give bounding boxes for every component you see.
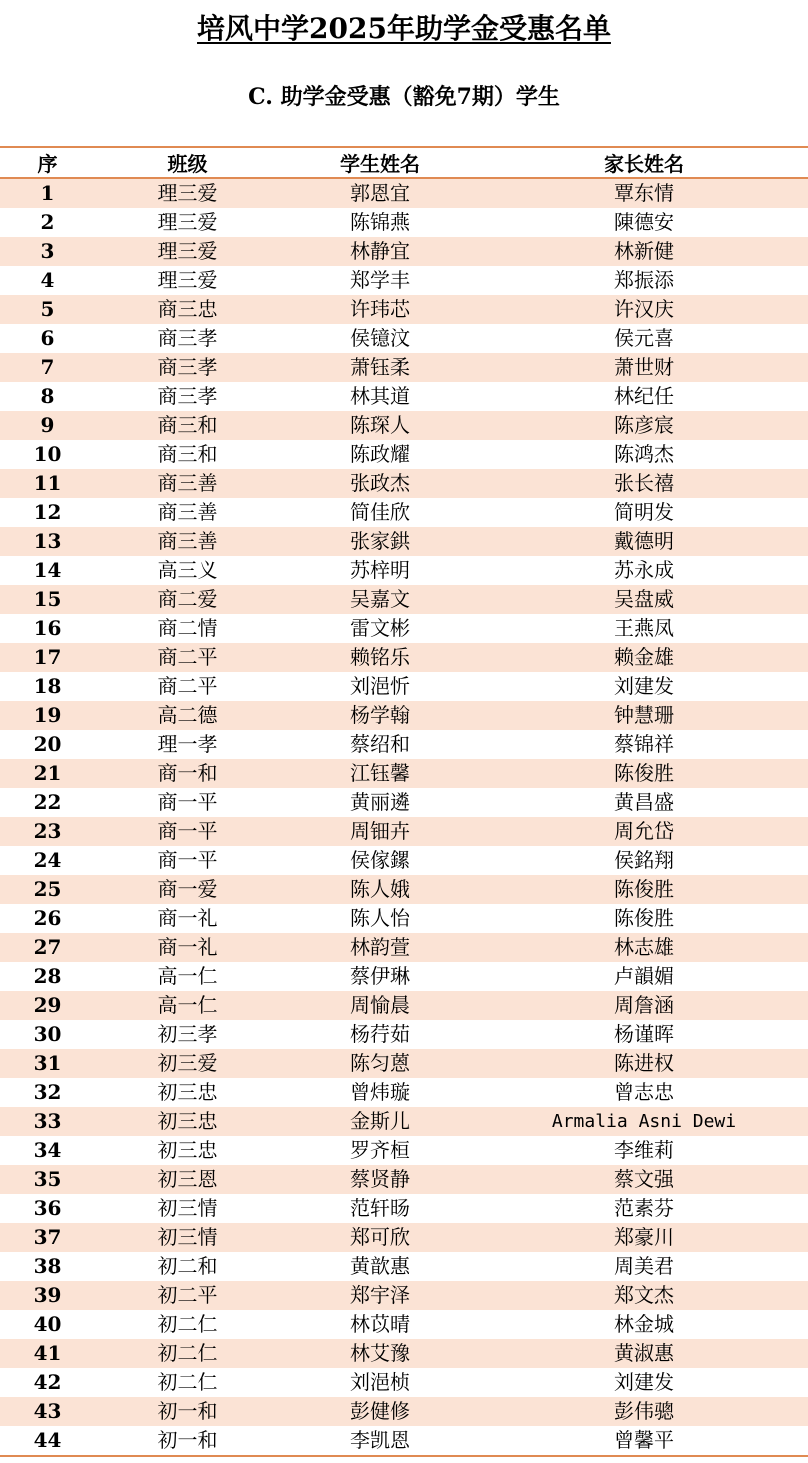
- row-parent-name: 陳德安: [614, 210, 674, 234]
- row-index: 15: [33, 587, 62, 611]
- row-parent-name: 林金城: [614, 1312, 674, 1336]
- row-class: 商三忠: [157, 297, 218, 321]
- row-student-name: 林其道: [350, 384, 410, 408]
- row-index: 30: [33, 1022, 62, 1046]
- row-class: 初三恩: [157, 1167, 218, 1191]
- row-student-name: 陈匀蒽: [350, 1051, 410, 1075]
- table-row: [0, 991, 808, 1020]
- table-row: [0, 1020, 808, 1049]
- row-parent-name: 杨谨晖: [614, 1022, 674, 1046]
- row-index: 5: [40, 297, 55, 321]
- table-row: [0, 527, 808, 556]
- row-class: 商一平: [157, 790, 218, 814]
- row-index: 27: [33, 935, 62, 959]
- header-parent-name: 家长姓名: [480, 147, 808, 178]
- row-class: 初三忠: [157, 1109, 218, 1133]
- row-student-name: 蔡贤静: [350, 1167, 410, 1191]
- row-index: 11: [33, 471, 62, 495]
- row-parent-name: 萧世财: [614, 355, 674, 379]
- table-row: [0, 498, 808, 527]
- row-class: 初三情: [157, 1225, 218, 1249]
- row-student-name: 张家鉷: [350, 529, 410, 553]
- row-index: 33: [33, 1109, 62, 1133]
- row-parent-name: 黄淑惠: [614, 1341, 674, 1365]
- header-class: 班级: [95, 147, 280, 178]
- row-class: 商三孝: [157, 355, 218, 379]
- row-index: 41: [33, 1341, 62, 1365]
- table-row: [0, 382, 808, 411]
- table-body: [0, 178, 808, 1456]
- row-parent-name: 陈俊胜: [614, 906, 674, 930]
- row-parent-name: 郑振添: [614, 268, 674, 292]
- table-row: [0, 904, 808, 933]
- table-row: [0, 643, 808, 672]
- row-class: 商三和: [157, 413, 218, 437]
- table-row: [0, 1397, 808, 1426]
- row-index: 20: [33, 732, 62, 756]
- row-class: 初二仁: [157, 1312, 218, 1336]
- row-index: 18: [33, 674, 62, 698]
- row-student-name: 李凯恩: [280, 1426, 480, 1456]
- row-parent-name: 李维莉: [614, 1138, 674, 1162]
- row-index: 32: [33, 1080, 62, 1104]
- row-parent-name: 周允岱: [614, 819, 674, 843]
- table-row: [0, 1194, 808, 1223]
- row-class: 初二和: [157, 1254, 218, 1278]
- header-row: [0, 147, 808, 178]
- row-class: 商一和: [157, 761, 218, 785]
- row-parent-name: 刘建发: [614, 674, 674, 698]
- row-student-name: 陈政耀: [350, 442, 410, 466]
- row-student-name: 陈人娥: [350, 877, 410, 901]
- row-student-name: 黄丽遴: [350, 790, 410, 814]
- row-class: 初三忠: [157, 1080, 218, 1104]
- table-row: [0, 1426, 808, 1456]
- row-student-name: 郑学丰: [350, 268, 410, 292]
- table-row: [0, 324, 808, 353]
- row-student-name: 江钰馨: [350, 761, 410, 785]
- row-parent-name: 张长禧: [614, 471, 674, 495]
- row-index: 39: [33, 1283, 62, 1307]
- row-student-name: 蔡伊琳: [350, 964, 410, 988]
- row-class: 初二平: [157, 1283, 218, 1307]
- table-row: [0, 1281, 808, 1310]
- row-parent-name: 范素芬: [614, 1196, 674, 1220]
- row-parent-name: 陈进权: [614, 1051, 674, 1075]
- row-student-name: 萧钰柔: [350, 355, 410, 379]
- table-row: [0, 614, 808, 643]
- row-index: 19: [33, 703, 62, 727]
- row-index: 7: [40, 355, 55, 379]
- row-student-name: 罗齐桓: [350, 1138, 410, 1162]
- row-student-name: 曾炜璇: [350, 1080, 410, 1104]
- row-index: 35: [33, 1167, 62, 1191]
- page-title: [0, 10, 808, 48]
- table-row: [0, 1223, 808, 1252]
- row-parent-name: Armalia Asni Dewi: [551, 1111, 737, 1132]
- row-student-name: 陈锦燕: [350, 210, 410, 234]
- header-student-name: 学生姓名: [280, 147, 480, 178]
- row-class: 高三义: [157, 558, 218, 582]
- row-index: 1: [40, 181, 55, 205]
- row-class: 商一平: [157, 848, 218, 872]
- row-parent-name: 许汉庆: [614, 297, 674, 321]
- row-parent-name: 陈彦宸: [614, 413, 674, 437]
- row-parent-name: 王燕凤: [614, 616, 674, 640]
- row-student-name: 陈人怡: [350, 906, 410, 930]
- row-index: 8: [40, 384, 55, 408]
- row-parent-name: 陈俊胜: [614, 877, 674, 901]
- row-class: 商三善: [157, 500, 218, 524]
- row-index: 12: [33, 500, 62, 524]
- row-class: 理一孝: [157, 732, 218, 756]
- row-student-name: 郑可欣: [350, 1225, 410, 1249]
- row-student-name: 林艾豫: [350, 1341, 410, 1365]
- row-student-name: 侯傢鏍: [350, 848, 410, 872]
- row-index: 31: [33, 1051, 62, 1075]
- row-index: 44: [0, 1426, 95, 1456]
- table-row: [0, 1136, 808, 1165]
- row-class: 商三孝: [157, 326, 218, 350]
- row-parent-name: 覃东情: [614, 181, 674, 205]
- row-index: 43: [33, 1399, 62, 1423]
- row-student-name: 陈琛人: [350, 413, 410, 437]
- row-student-name: 林静宜: [350, 239, 410, 263]
- row-parent-name: 蔡文强: [614, 1167, 674, 1191]
- header-index: 序: [0, 147, 95, 178]
- row-student-name: 郭恩宜: [350, 181, 410, 205]
- row-class: 初三忠: [157, 1138, 218, 1162]
- row-parent-name: 苏永成: [614, 558, 674, 582]
- row-class: 商三和: [157, 442, 218, 466]
- row-parent-name: 陈俊胜: [614, 761, 674, 785]
- row-index: 17: [33, 645, 62, 669]
- row-student-name: 林韵萱: [350, 935, 410, 959]
- recipients-table: [0, 146, 808, 1457]
- row-student-name: 郑宇泽: [350, 1283, 410, 1307]
- table-row: [0, 1049, 808, 1078]
- row-index: 22: [33, 790, 62, 814]
- table-row: [0, 440, 808, 469]
- table-row: [0, 1165, 808, 1194]
- row-class: 初三情: [157, 1196, 218, 1220]
- row-parent-name: 郑文杰: [614, 1283, 674, 1307]
- table-row: [0, 933, 808, 962]
- table-row: [0, 353, 808, 382]
- row-index: 40: [33, 1312, 62, 1336]
- row-class: 商一爱: [157, 877, 218, 901]
- row-parent-name: 林纪任: [614, 384, 674, 408]
- row-index: 13: [33, 529, 62, 553]
- row-student-name: 吴嘉文: [350, 587, 410, 611]
- row-index: 42: [33, 1370, 62, 1394]
- row-parent-name: 黄昌盛: [614, 790, 674, 814]
- table-row: [0, 788, 808, 817]
- row-index: 24: [33, 848, 62, 872]
- row-class: 商二平: [157, 645, 218, 669]
- row-index: 29: [33, 993, 62, 1017]
- row-class: 高二德: [157, 703, 218, 727]
- row-student-name: 赖铭乐: [350, 645, 410, 669]
- row-student-name: 刘浥忻: [350, 674, 410, 698]
- row-class: 初二仁: [157, 1370, 218, 1394]
- row-class: 商一礼: [157, 935, 218, 959]
- row-class: 初一和: [157, 1399, 218, 1423]
- row-index: 6: [40, 326, 55, 350]
- table-row: [0, 411, 808, 440]
- row-index: 4: [40, 268, 55, 292]
- row-parent-name: 林志雄: [614, 935, 674, 959]
- row-index: 9: [40, 413, 55, 437]
- row-parent-name: 侯銘翔: [614, 848, 674, 872]
- table-row: [0, 1368, 808, 1397]
- table-row: [0, 672, 808, 701]
- row-parent-name: 戴德明: [614, 529, 674, 553]
- table-row: [0, 208, 808, 237]
- table-row: [0, 846, 808, 875]
- row-index: 2: [40, 210, 55, 234]
- table-row: [0, 237, 808, 266]
- row-class: 初三孝: [157, 1022, 218, 1046]
- row-class: 商二爱: [157, 587, 218, 611]
- row-parent-name: 陈鸿杰: [614, 442, 674, 466]
- row-parent-name: 蔡锦祥: [614, 732, 674, 756]
- table-row: [0, 178, 808, 208]
- table-row: [0, 1310, 808, 1339]
- row-student-name: 林苡晴: [350, 1312, 410, 1336]
- row-student-name: 周愉晨: [350, 993, 410, 1017]
- row-parent-name: 赖金雄: [614, 645, 674, 669]
- table-header: [0, 147, 808, 178]
- row-parent-name: 简明发: [614, 500, 674, 524]
- table-row: [0, 1339, 808, 1368]
- row-index: 21: [33, 761, 62, 785]
- page-title-text: 培风中学2025年助学金受惠名单: [197, 12, 611, 45]
- row-parent-name: 曾志忠: [614, 1080, 674, 1104]
- table-row: [0, 1107, 808, 1136]
- table-row: [0, 266, 808, 295]
- row-parent-name: 钟慧珊: [614, 703, 674, 727]
- row-class: 高一仁: [157, 993, 218, 1017]
- row-class: 商三孝: [157, 384, 218, 408]
- row-index: 16: [33, 616, 62, 640]
- row-index: 28: [33, 964, 62, 988]
- row-class: 商三善: [157, 529, 218, 553]
- row-student-name: 杨荇茹: [350, 1022, 410, 1046]
- row-student-name: 杨学翰: [350, 703, 410, 727]
- row-class: 理三爱: [157, 181, 218, 205]
- row-parent-name: 郑豪川: [614, 1225, 674, 1249]
- table-row: [0, 730, 808, 759]
- table-row: [0, 585, 808, 614]
- table-row: [0, 962, 808, 991]
- row-class: 商二情: [157, 616, 218, 640]
- row-student-name: 许玮芯: [350, 297, 410, 321]
- row-class: 商一平: [157, 819, 218, 843]
- row-index: 25: [33, 877, 62, 901]
- row-index: 10: [33, 442, 62, 466]
- row-student-name: 彭健修: [350, 1399, 410, 1423]
- table-row: [0, 295, 808, 324]
- row-class: 初一和: [95, 1426, 280, 1456]
- table-row: [0, 759, 808, 788]
- row-student-name: 黄歆惠: [350, 1254, 410, 1278]
- row-student-name: 刘浥桢: [350, 1370, 410, 1394]
- row-index: 38: [33, 1254, 62, 1278]
- row-parent-name: 侯元喜: [614, 326, 674, 350]
- row-parent-name: 卢韻媚: [614, 964, 674, 988]
- row-student-name: 简佳欣: [350, 500, 410, 524]
- row-class: 理三爱: [157, 210, 218, 234]
- table-row: [0, 469, 808, 498]
- row-class: 理三爱: [157, 268, 218, 292]
- row-index: 3: [40, 239, 55, 263]
- row-parent-name: 周詹涵: [614, 993, 674, 1017]
- table-row: [0, 1252, 808, 1281]
- row-index: 23: [33, 819, 62, 843]
- row-student-name: 张政杰: [350, 471, 410, 495]
- table-row: [0, 875, 808, 904]
- row-class: 高一仁: [157, 964, 218, 988]
- row-parent-name: 曾馨平: [480, 1426, 808, 1456]
- row-class: 理三爱: [157, 239, 218, 263]
- row-student-name: 蔡绍和: [350, 732, 410, 756]
- table-row: [0, 817, 808, 846]
- row-class: 商三善: [157, 471, 218, 495]
- row-index: 37: [33, 1225, 62, 1249]
- row-student-name: 周钿卉: [350, 819, 410, 843]
- row-index: 34: [33, 1138, 62, 1162]
- row-student-name: 范轩旸: [350, 1196, 410, 1220]
- row-parent-name: 林新健: [614, 239, 674, 263]
- table-row: [0, 701, 808, 730]
- row-parent-name: 彭伟骢: [614, 1399, 674, 1423]
- table-row: [0, 556, 808, 585]
- section-title: C. 助学金受惠（豁免7期）学生: [248, 84, 560, 110]
- row-index: 26: [33, 906, 62, 930]
- row-index: 14: [33, 558, 62, 582]
- row-index: 36: [33, 1196, 62, 1220]
- row-class: 商二平: [157, 674, 218, 698]
- row-parent-name: 刘建发: [614, 1370, 674, 1394]
- row-class: 初二仁: [157, 1341, 218, 1365]
- row-student-name: 雷文彬: [350, 616, 410, 640]
- table-row: [0, 1078, 808, 1107]
- row-class: 商一礼: [157, 906, 218, 930]
- row-student-name: 金斯儿: [350, 1109, 410, 1133]
- row-parent-name: 吴盘威: [614, 587, 674, 611]
- row-student-name: 侯镱汶: [350, 326, 410, 350]
- row-class: 初三爱: [157, 1051, 218, 1075]
- row-parent-name: 周美君: [614, 1254, 674, 1278]
- row-student-name: 苏梓明: [350, 558, 410, 582]
